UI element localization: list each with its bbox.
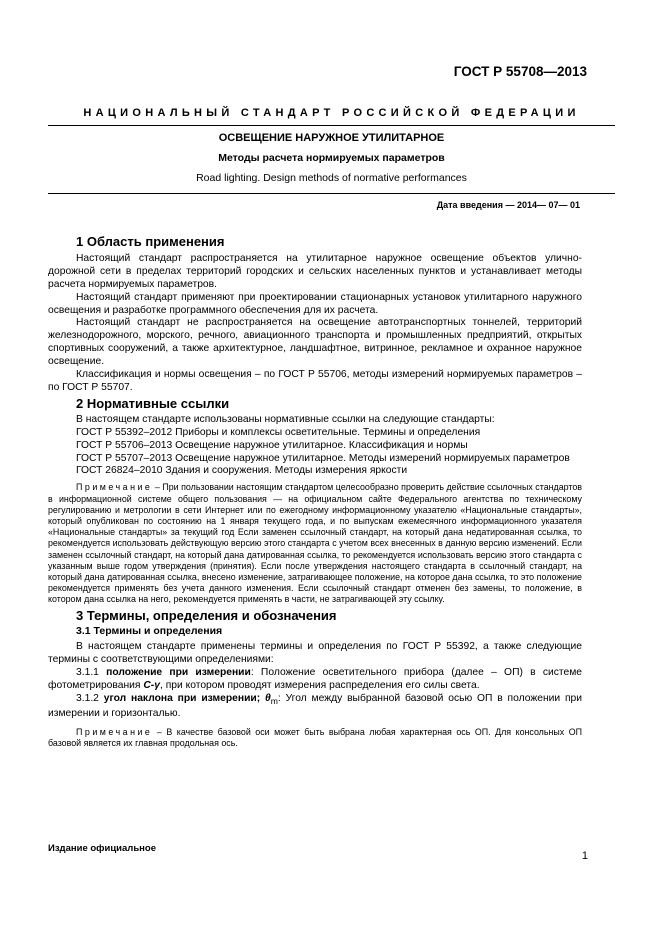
section-1-paragraph: Классификация и нормы освещения – по ГОСТ Р 55706, методы измерений нормируемых параметров – по ГОСТ Р 55707. [48,369,582,393]
introduction-date: Дата введения — 2014— 07— 01 [436,200,580,210]
term-number: 3.1.2 [76,692,104,704]
subsection-3-1-heading: 3.1 Термины и определения [76,625,223,638]
term-3-1-1 [48,667,582,693]
standard-number: ГОСТ Р 55708—2013 [453,64,587,79]
term-definition: , при котором проводят измерения распределения его силы света. [159,680,480,692]
term-symbol: C-γ [143,680,160,692]
section-3-heading: 3 Термины, определения и обозначения [76,607,337,623]
note-label: Примечание [76,726,153,737]
section-1-paragraph: Настоящий стандарт распространяется на утилитарное наружное освещение объектов улично-дорожной сети в пределах территорий городских и сельских населенных пунктов и устанавливает методы расчета нормируемых параметров. [48,252,582,290]
note-text: – В качестве базовой оси может быть выбрана любая характерная ось ОП. Для консольных ОП базовой является их главная продольная ось. [48,726,582,749]
document-body [48,236,582,753]
section-1-paragraph: Настоящий стандарт не распространяется на освещение автотранспортных тоннелей, территорий железнодорожного, морского, речного, авиационного транспорта и промышленных предприятий, открытых спортивных сооружений, а также архитектурное, ландшафтное, витринное, рекламное и охранное наружное освещение. [48,317,582,368]
page-number: 1 [581,850,588,862]
national-standard-banner: НАЦИОНАЛЬНЫЙ СТАНДАРТ РОССИЙСКОЙ ФЕДЕРАЦИИ [83,107,580,119]
section-2-note [48,482,582,605]
term-symbol-subscript: m [270,696,278,707]
section-3-note [48,727,582,749]
normative-reference: ГОСТ Р 55392–2012 Приборы и комплексы осветительные. Термины и определения [76,426,481,438]
section-3-intro: В настоящем стандарте применены термины и определения по ГОСТ Р 55392, а также следующие термины с соответствующими определениями: [48,641,582,666]
section-1-heading: 1 Область применения [76,234,225,249]
normative-reference: ГОСТ Р 55707–2013 Освещение наружное утилитарное. Методы измерений нормируемых параметров [76,452,570,464]
normative-reference: ГОСТ Р 55706–2013 Освещение наружное утилитарное. Классификация и нормы [76,439,468,451]
term-definition: : Положение осветительного прибора (далее – ОП) в системе фотометрирования [48,667,582,692]
english-title: Road lighting. Design methods of normative performances [196,172,467,184]
term-name: угол наклона при измерении; [103,692,266,704]
section-2-heading: 2 Нормативные ссылки [76,395,230,411]
term-number: 3.1.1 [76,667,107,679]
header-rule [48,125,615,126]
term-name: положение при измерении [106,667,251,679]
document-title: ОСВЕЩЕНИЕ НАРУЖНОЕ УТИЛИТАРНОЕ [218,132,445,144]
normative-reference: ГОСТ 26824–2010 Здания и сооружения. Методы измерения яркости [76,465,408,477]
note-label: Примечание [76,482,153,493]
section-2-intro: В настоящем стандарте использованы нормативные ссылки на следующие стандарты: [76,413,495,425]
edition-label: Издание официальное [48,843,156,854]
term-definition: : Угол между выбранной базовой осью ОП в положении при измерении и горизонталью. [48,692,583,719]
section-1-paragraph: Настоящий стандарт применяют при проектировании стационарных установок утилитарного наружного освещения и разработке программного обеспечения для их расчета. [48,291,582,316]
title-rule [48,193,615,194]
term-3-1-2 [48,693,582,721]
document-subtitle: Методы расчета нормируемых параметров [218,152,445,164]
term-symbol: θ [265,692,271,704]
note-text: – При пользовании настоящим стандартом целесообразно проверить действие ссылочных стандартов в информационной системе общего пользования — на официальном сайте Федерального агентства по техническому регулированию и метрологии в сети Интернет или по ежегодному информационному указателю «Национальные стандарты», который опубликован по состоянию на 1 января текущего года, и по выпускам ежемесячного информационного указателя «Национальные стандарты» за текущий год Если заменен ссылочный стандарт, на который дана недатированная ссылка, то рекомендуется использовать действующую версию этого стандарта с учетом всех внесенных в данную версию изменений. Если заменен ссылочный стандарт, на который дана датированная ссылка, то рекомендуется использовать версию этого стандарта с указанным выше годом утверждения (принятия). Если после утверждения настоящего стандарта в ссылочный стандарт, на который дана датированная ссылка, внесено изменение, затрагивающее положение, на которое дана ссылка, то это положение рекомендуется применять без учета данного изменения. Если ссылочный стандарт отменен без замены, то положение, в котором дана ссылка на него, рекомендуется применять в части, не затрагивающей эту ссылку. [48,482,582,605]
